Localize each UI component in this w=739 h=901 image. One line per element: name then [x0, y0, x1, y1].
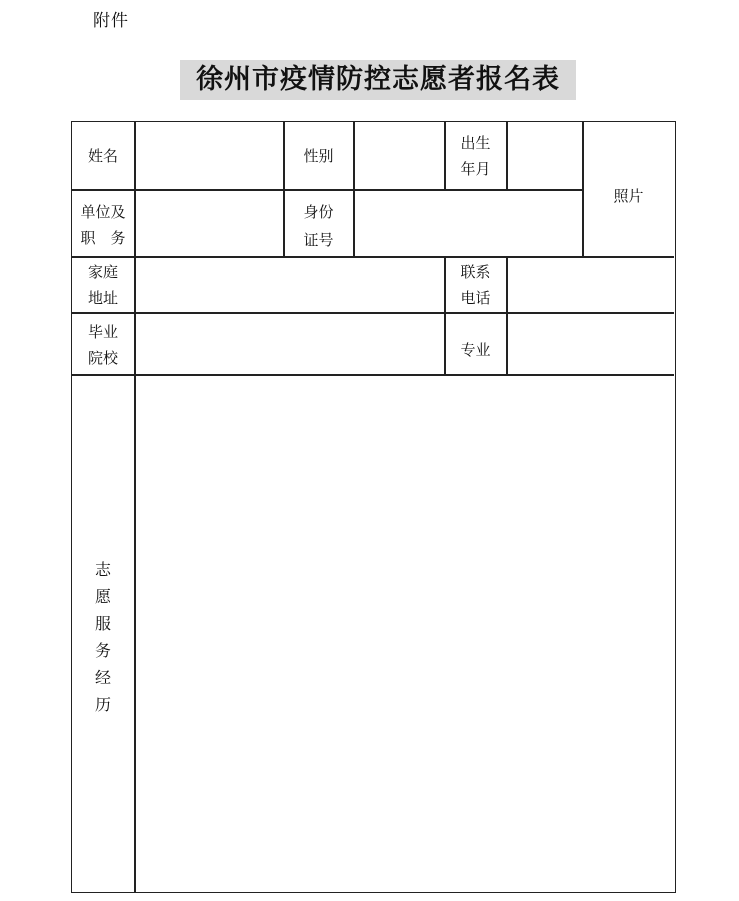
gender-field[interactable]	[355, 122, 443, 188]
volunteer-experience-field[interactable]	[136, 376, 674, 891]
id-label-line2: 证号	[303, 231, 334, 249]
phone-field[interactable]	[508, 258, 674, 311]
gender-label: 性别	[303, 147, 334, 165]
experience-label-char: 务	[94, 641, 111, 660]
school-label-line2: 院校	[87, 349, 118, 367]
phone-label-line1: 联系	[460, 263, 491, 281]
major-field[interactable]	[508, 314, 674, 373]
id-number-field[interactable]	[355, 191, 581, 255]
unit-label-line1: 单位及	[80, 203, 126, 221]
form-title: 徐州市疫情防控志愿者报名表	[180, 60, 576, 100]
experience-label-char: 愿	[94, 587, 111, 606]
name-field[interactable]	[136, 122, 282, 188]
experience-label-char: 志	[94, 560, 111, 579]
experience-label-char: 历	[94, 695, 111, 714]
attachment-label: 附件	[93, 11, 129, 31]
photo-field[interactable]	[584, 122, 674, 255]
name-label: 姓名	[87, 147, 118, 165]
unit-label-line2: 职 务	[80, 229, 126, 247]
birth-label-line2: 年月	[460, 160, 491, 178]
address-label-line1: 家庭	[87, 263, 118, 281]
experience-label-char: 经	[94, 668, 111, 687]
id-label-line1: 身份	[303, 203, 334, 221]
unit-position-field[interactable]	[136, 191, 282, 255]
address-label-line2: 地址	[87, 289, 118, 307]
home-address-field[interactable]	[136, 258, 443, 311]
school-field[interactable]	[136, 314, 443, 373]
school-label-line1: 毕业	[87, 323, 118, 341]
registration-form-table	[71, 121, 676, 893]
birth-label-line1: 出生	[460, 134, 491, 152]
experience-label-char: 服	[94, 614, 111, 633]
major-label: 专业	[460, 341, 491, 359]
phone-label-line2: 电话	[460, 289, 491, 307]
photo-label: 照片	[613, 187, 644, 205]
birth-date-field[interactable]	[508, 122, 581, 188]
